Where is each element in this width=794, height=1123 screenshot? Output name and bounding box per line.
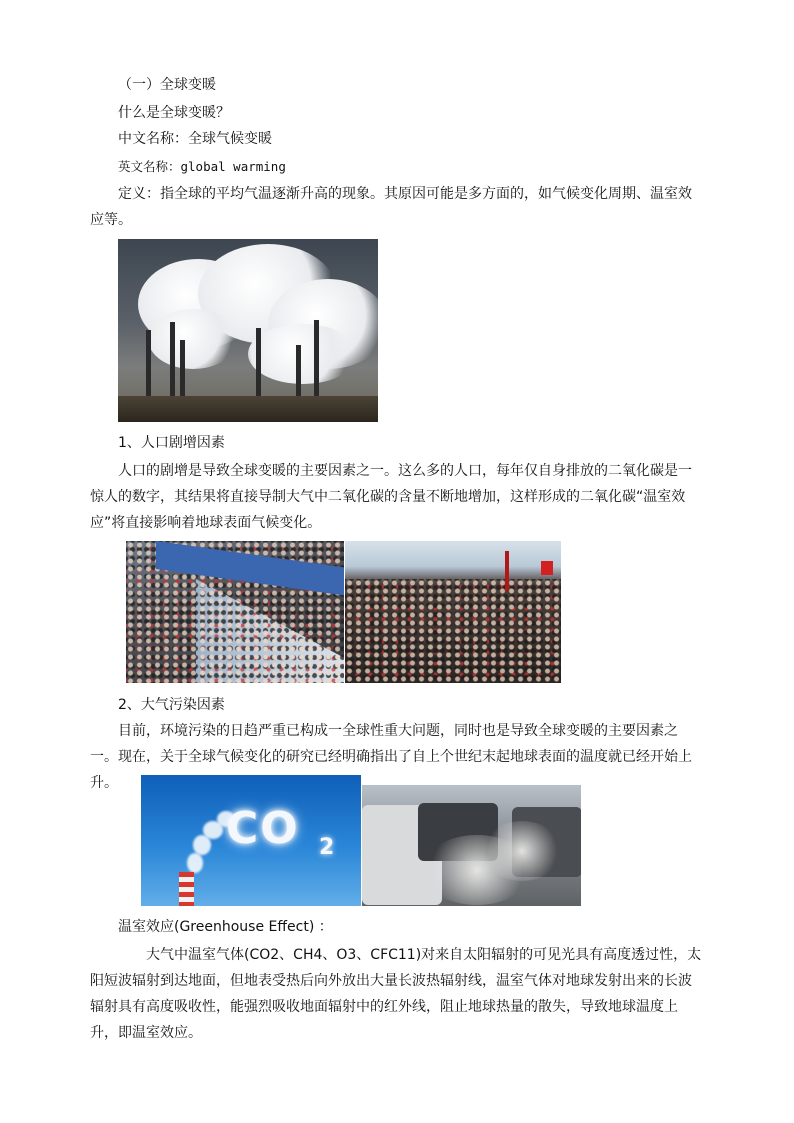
chimney-icon (179, 872, 194, 906)
section2-title: 2、大气污染因素 (118, 697, 225, 713)
english-name: 英文名称：global warming (118, 159, 286, 174)
greenhouse-title: 温室效应(Greenhouse Effect) ： (118, 919, 333, 935)
crowd-photo (345, 541, 561, 683)
section1-title: 1、人口剧增因素 (118, 435, 225, 451)
co2-sky-text: CO (226, 803, 300, 854)
factory-smoke-photo (118, 239, 378, 422)
co2-sky-photo (141, 775, 361, 906)
definition: 定义：指全球的平均气温逐渐升高的现象。其原因可能是多方面的，如气候变化周期、温室效应等。 (90, 186, 692, 228)
crowded-train-photo (126, 541, 344, 683)
question: 什么是全球变暖？ (118, 105, 230, 121)
car-exhaust-photo (362, 785, 581, 906)
co2-sky-subscript: 2 (319, 835, 335, 860)
section2-body: 目前，环境污染的日趋严重已构成一全球性重大问题，同时也是导致全球变暖的主要因素之一。现在，关于全球气候变化的研究已经明确指出了自上个世纪末起地球表面的温度就已经开始上升。 (90, 723, 692, 791)
heading: （一）全球变暖 (118, 77, 216, 93)
greenhouse-body: 大气中温室气体(CO2、CH4、O3、CFC11)对来自太阳辐射的可见光具有高度透过性，太阳短波辐射到达地面，但地表受热后向外放出大量长波热辐射线，温室气体对地球发射出来的长波辐射具有高度吸收性，能强烈吸收地面辐射中的红外线，阻止地球热量的散失，导致地球温度上升，即温室效应。 (90, 947, 702, 1041)
section1-body: 人口的剧增是导致全球变暖的主要因素之一。这么多的人口，每年仅自身排放的二氧化碳是一惊人的数字，其结果将直接导制大气中二氧化碳的含量不断地增加，这样形成的二氧化碳“温室效应”将直接影响着地球表面气候变化。 (90, 463, 692, 531)
chinese-name: 中文名称：全球气候变暖 (118, 131, 272, 147)
